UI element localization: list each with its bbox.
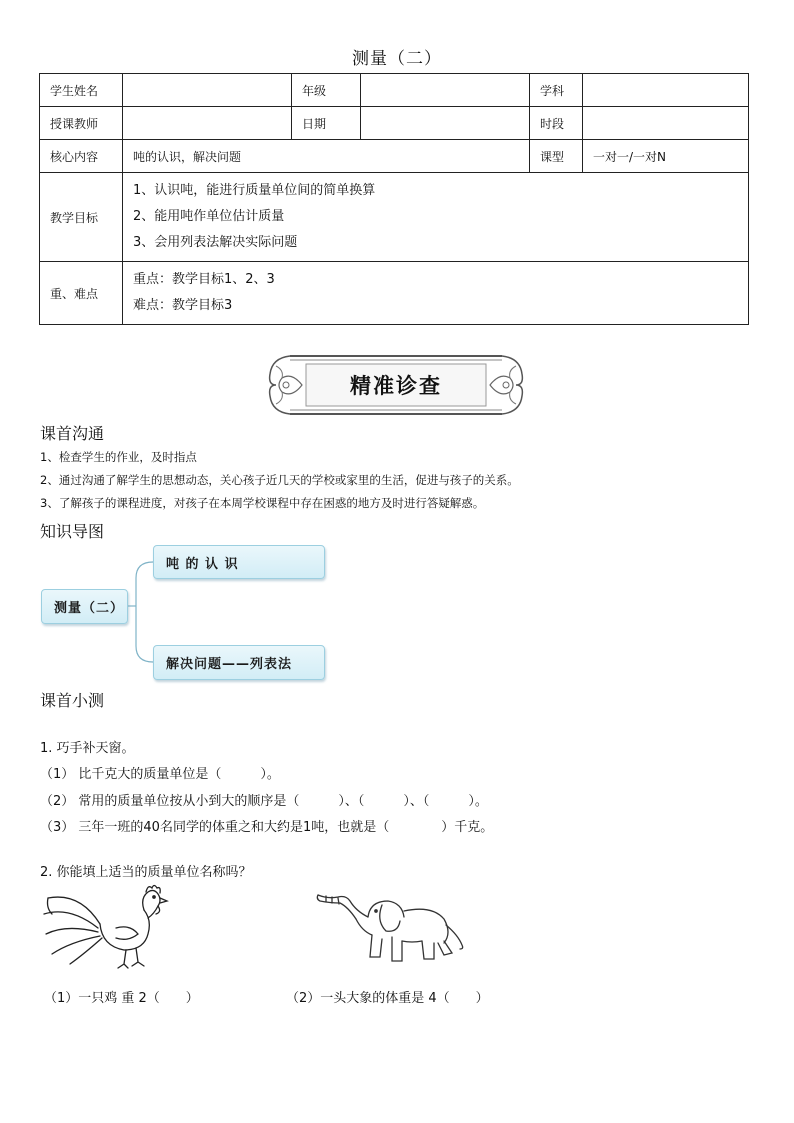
student-name-label: 学生姓名 <box>40 74 123 107</box>
date-label: 日期 <box>292 107 361 140</box>
core-content-cell: 吨的认识，解决问题 <box>123 140 530 173</box>
banner-title: 精准诊查 <box>350 373 442 398</box>
elephant-icon <box>312 891 468 969</box>
question-1-title: 1. 巧手补天窗。 <box>40 741 135 756</box>
page-title: 测量（二） <box>352 49 442 69</box>
list-item: 1、检查学生的作业，及时指点 <box>40 450 197 464</box>
grade-label: 年级 <box>292 74 361 107</box>
goal-item: 1、认识吨，能进行质量单位间的简单换算 <box>133 183 376 198</box>
mindmap-root-node: 测量（二） <box>41 589 128 624</box>
section-heading-quiz: 课首小测 <box>40 691 105 710</box>
section-heading-knowledge-map: 知识导图 <box>40 522 105 541</box>
goal-item: 3、会用列表法解决实际问题 <box>133 235 298 250</box>
key-point-item: 重点：教学目标1、2、3 <box>133 272 275 287</box>
lesson-type-cell: 一对一/一对N <box>583 140 749 173</box>
key-point-item: 难点：教学目标3 <box>133 298 233 313</box>
goal-item: 2、能用吨作单位估计质量 <box>133 209 285 224</box>
question-1-item: （3） 三年一班的40名同学的体重之和大约是1吨，也就是（ ）千克。 <box>40 820 494 835</box>
lesson-type-label: 课型 <box>530 140 583 173</box>
subject-label: 学科 <box>530 74 583 107</box>
goals-label: 教学目标 <box>40 173 123 262</box>
core-content-label: 核心内容 <box>40 140 123 173</box>
section-heading-communication: 课首沟通 <box>40 424 105 443</box>
list-item: 2、通过沟通了解学生的思想动态，关心孩子近几天的学校或家里的生活，促进与孩子的关系。 <box>40 473 519 487</box>
mindmap-node-ton: 吨 的 认 识 <box>153 545 325 579</box>
question-2-item-rooster: （1）一只鸡 重 2（ ） <box>44 991 199 1006</box>
question-1-item: （2） 常用的质量单位按从小到大的顺序是（ ）、（ ）、（ ）。 <box>40 794 488 809</box>
teacher-label: 授课教师 <box>40 107 123 140</box>
mindmap-node-solve-problems: 解决问题——列表法 <box>153 645 325 680</box>
list-item: 3、了解孩子的课程进度，对孩子在本周学校课程中存在困惑的地方及时进行答疑解惑。 <box>40 496 485 510</box>
question-1-item: （1） 比千克大的质量单位是（ ）。 <box>40 767 280 782</box>
rooster-icon <box>40 884 170 970</box>
period-label: 时段 <box>530 107 583 140</box>
question-2-title: 2. 你能填上适当的质量单位名称吗？ <box>40 865 252 880</box>
key-points-label: 重、难点 <box>40 262 123 325</box>
question-2-item-elephant: （2）一头大象的体重是 4（ ） <box>286 991 489 1006</box>
